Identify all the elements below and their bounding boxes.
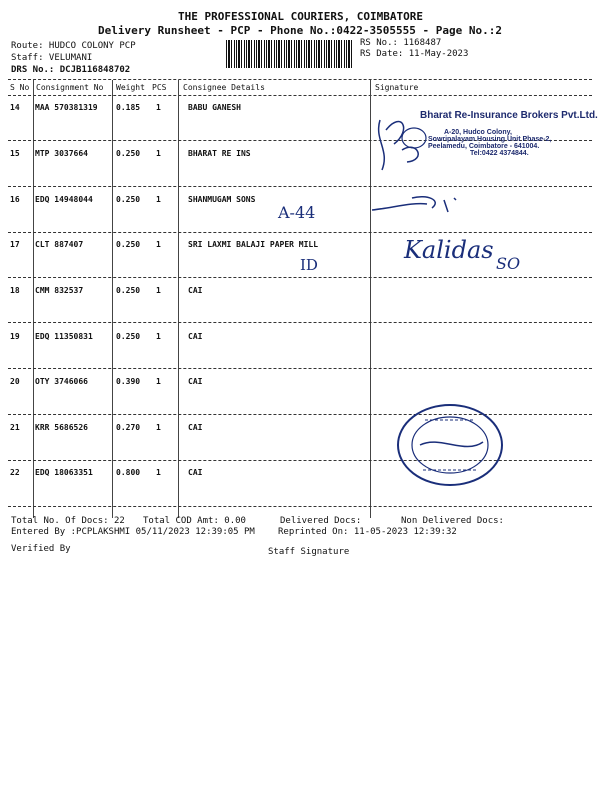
delivered-docs: Delivered Docs: xyxy=(280,516,362,526)
row-pcs: 1 xyxy=(156,332,161,341)
row-sno: 17 xyxy=(10,240,20,249)
company-stamp xyxy=(420,110,598,180)
stamp-address-line: A-20, Hudco Colony, xyxy=(444,129,512,136)
row-pcs: 1 xyxy=(156,286,161,295)
col-consignee: Consignee Details xyxy=(183,83,265,92)
row-pcs: 1 xyxy=(156,423,161,432)
table-row xyxy=(0,377,600,391)
row-consignee: CAI xyxy=(188,286,203,295)
row-consignment: KRR 5686526 xyxy=(35,423,88,432)
row-weight: 0.250 xyxy=(116,195,141,204)
staff-signature: Staff Signature xyxy=(268,547,350,557)
row-consignment: CMM 832537 xyxy=(35,286,84,295)
col-pcs: PCS xyxy=(152,83,167,92)
reprinted-on: Reprinted On: 11-05-2023 12:39:32 xyxy=(278,527,457,537)
row-pcs: 1 xyxy=(156,240,161,249)
barcode xyxy=(226,40,354,68)
stamp-phone: Tel:0422 4374844. xyxy=(470,150,529,157)
row-rule xyxy=(8,232,592,233)
row-sno: 20 xyxy=(10,377,20,386)
table-row xyxy=(0,423,600,437)
row-sno: 19 xyxy=(10,332,20,341)
table-row xyxy=(0,468,600,482)
row-rule xyxy=(8,322,592,323)
col-sno: S No xyxy=(10,83,30,92)
drs-number: DRS No.: DCJB116848702 xyxy=(11,65,131,75)
row-consignment: MTP 3037664 xyxy=(35,149,88,158)
row-consignment: EDQ 14948044 xyxy=(35,195,93,204)
signature-scribble-icon xyxy=(372,100,432,180)
total-docs: Total No. Of Docs: 22 xyxy=(11,516,125,526)
row-pcs: 1 xyxy=(156,195,161,204)
row-weight: 0.250 xyxy=(116,332,141,341)
row-rule xyxy=(8,186,592,187)
verified-by: Verified By xyxy=(11,544,71,554)
row-weight: 0.185 xyxy=(116,103,141,112)
row-consignee: BHARAT RE INS xyxy=(188,149,251,158)
col-weight: Weight xyxy=(116,83,145,92)
company-title: THE PROFESSIONAL COURIERS, COIMBATORE xyxy=(178,10,424,23)
row-weight: 0.250 xyxy=(116,149,141,158)
row-pcs: 1 xyxy=(156,149,161,158)
non-delivered-docs: Non Delivered Docs: xyxy=(401,516,504,526)
signature-text: SO xyxy=(496,254,521,273)
row-consignee: CAI xyxy=(188,377,203,386)
row-consignee: CAI xyxy=(188,332,203,341)
table-row xyxy=(0,240,600,254)
signature-text: Kalidas xyxy=(404,236,494,264)
row-pcs: 1 xyxy=(156,377,161,386)
row-rule xyxy=(8,368,592,369)
stamp-company: Bharat Re-Insurance Brokers Pvt.Ltd. xyxy=(420,110,598,121)
row-consignee: SHANMUGAM SONS xyxy=(188,195,256,204)
stamp-address-line: Peelamedu, Coimbatore - 641004. xyxy=(428,143,540,150)
rs-date: RS Date: 11-May-2023 xyxy=(360,49,469,59)
row-sno: 14 xyxy=(10,103,20,112)
header-top-rule xyxy=(8,79,592,80)
row-consignment: EDQ 11350831 xyxy=(35,332,93,341)
row-sno: 22 xyxy=(10,468,20,477)
row-consignee: CAI xyxy=(188,468,203,477)
staff-label: Staff: VELUMANI xyxy=(11,53,93,63)
stamp-address-line: Sowripalayam Housing Unit Phase-2, xyxy=(428,136,552,143)
row-consignment: OTY 3746066 xyxy=(35,377,88,386)
row-consignee: BABU GANESH xyxy=(188,103,241,112)
row-weight: 0.800 xyxy=(116,468,141,477)
runsheet-subtitle: Delivery Runsheet - PCP - Phone No.:0422-3505555 - Page No.:2 xyxy=(98,24,502,37)
row-pcs: 1 xyxy=(156,468,161,477)
signature-text: A-44 xyxy=(278,203,316,222)
rs-number: RS No.: 1168487 xyxy=(360,38,442,48)
row-sno: 15 xyxy=(10,149,20,158)
row-weight: 0.250 xyxy=(116,240,141,249)
col-signature: Signature xyxy=(375,83,419,92)
table-row xyxy=(0,286,600,300)
round-seal-icon xyxy=(395,400,505,490)
header-bottom-rule xyxy=(8,95,592,96)
row-sno: 18 xyxy=(10,286,20,295)
entered-by: Entered By :PCPLAKSHMI 05/11/2023 12:39:05 PM xyxy=(11,527,255,537)
row-consignee: SRI LAXMI BALAJI PAPER MILL xyxy=(188,240,319,249)
signature-scribble-icon xyxy=(372,190,472,220)
row-weight: 0.250 xyxy=(116,286,141,295)
total-cod: Total COD Amt: 0.00 xyxy=(143,516,246,526)
row-consignee: CAI xyxy=(188,423,203,432)
row-sno: 16 xyxy=(10,195,20,204)
signature-text: ID xyxy=(300,256,318,274)
table-row xyxy=(0,332,600,346)
row-weight: 0.390 xyxy=(116,377,141,386)
col-consignment: Consignment No xyxy=(36,83,104,92)
row-consignment: MAA 570381319 xyxy=(35,103,98,112)
row-consignment: EDQ 18063351 xyxy=(35,468,93,477)
row-sno: 21 xyxy=(10,423,20,432)
route-label: Route: HUDCO COLONY PCP xyxy=(11,41,136,51)
row-pcs: 1 xyxy=(156,103,161,112)
row-weight: 0.270 xyxy=(116,423,141,432)
row-rule xyxy=(8,277,592,278)
row-consignment: CLT 887407 xyxy=(35,240,84,249)
row-rule xyxy=(8,506,592,507)
